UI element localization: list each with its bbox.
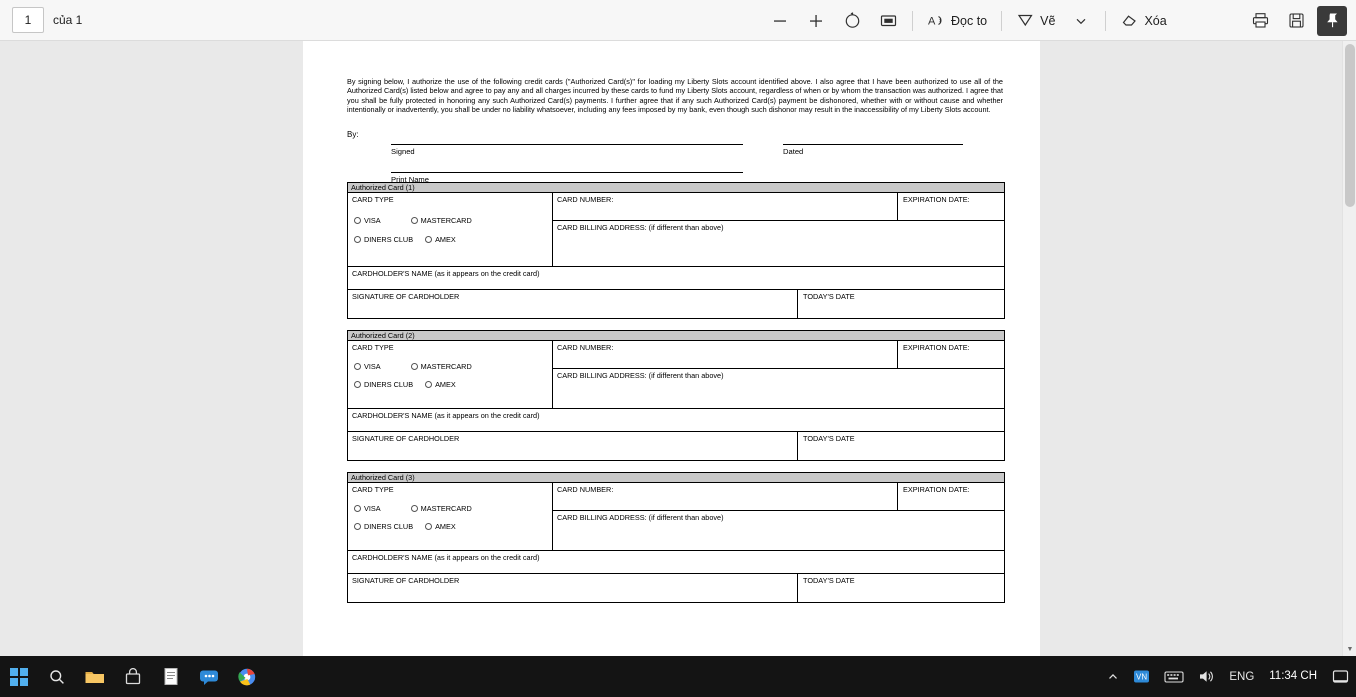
taskbar-search-button[interactable] <box>38 656 76 697</box>
card-3-signature-row <box>348 573 1004 602</box>
card-2-radio-row-1 <box>354 362 472 371</box>
ime-icon <box>1133 668 1150 685</box>
card-2-radio-visa[interactable] <box>354 363 361 370</box>
card-1-top-row <box>348 193 1004 266</box>
pin-toolbar-button[interactable] <box>1317 6 1347 36</box>
card-3-radio-mastercard[interactable] <box>411 505 418 512</box>
fit-page-button[interactable] <box>873 6 903 36</box>
authorization-paragraph: By signing below, I authorize the use of the following credit cards ("Authorized Card(s)" for loading my Liberty Slots account identified above. I also agree that I have been authorized to use all of the Authorized Card(s) listed below and agree to pay any and all charges incurred by these cards to fund my Liberty Slots account, regardless of when or by whom the transaction was authorized. I agree that you shall be fully protected in honoring any such Authorized Card(s) payments. I further agree that if any such Authorized Card(s) payment be dishonored, whether with or without cause and whether intentionally or inadvertently, you shall be under no liability whatsoever, including any fees imposed by my bank, even though such dishonor may result in the inaccessibility of my Liberty Slots account. <box>347 77 1003 114</box>
file-explorer-icon <box>84 668 106 686</box>
start-button[interactable] <box>0 656 38 697</box>
card-3-right-cells <box>553 483 1004 550</box>
print-name-row <box>347 158 1005 185</box>
print-name-line[interactable] <box>391 172 743 173</box>
svg-text:A: A <box>928 15 936 28</box>
card-1-right-cells <box>553 193 1004 266</box>
store-icon <box>124 668 142 686</box>
scroll-down-arrow[interactable]: ▼ <box>1346 645 1354 653</box>
draw-options-button[interactable] <box>1066 6 1096 36</box>
keyboard-icon <box>1164 670 1184 684</box>
taskbar-browser-button[interactable] <box>228 656 266 697</box>
card-3-label-visa: VISA <box>364 504 381 514</box>
pdf-viewer-canvas[interactable] <box>0 41 1356 656</box>
card-2-radio-mastercard[interactable] <box>411 363 418 370</box>
draw-button[interactable] <box>1011 6 1060 36</box>
pdf-page <box>303 41 1040 656</box>
card-2-expiration-field[interactable]: EXPIRATION DATE: <box>903 343 970 353</box>
draw-label: Vẽ <box>1040 13 1056 28</box>
card-1-number-field[interactable]: CARD NUMBER: <box>553 193 898 220</box>
card-1-date-field[interactable]: TODAY'S DATE <box>803 292 855 302</box>
card-3-date-field[interactable]: TODAY'S DATE <box>803 576 855 586</box>
toolbar-divider-3 <box>1105 11 1106 31</box>
card-3-billing-field[interactable]: CARD BILLING ADDRESS: (if different than above) <box>557 513 724 523</box>
card-3-label-amex: AMEX <box>435 521 456 531</box>
tray-volume-button[interactable] <box>1191 656 1222 697</box>
card-1-radio-row-1 <box>354 216 472 225</box>
card-3-radio-amex[interactable] <box>425 523 432 530</box>
card-block-2 <box>347 341 1005 461</box>
card-3-brand-radios <box>354 504 472 540</box>
card-2-label-visa: VISA <box>364 362 381 372</box>
tray-language-indicator[interactable]: ENG <box>1229 670 1255 683</box>
pin-icon <box>1323 11 1342 30</box>
card-2-number-field[interactable]: CARD NUMBER: <box>553 341 898 368</box>
card-3-radio-diners[interactable] <box>354 523 361 530</box>
page-count-label: của 1 <box>53 13 83 27</box>
toolbar-center-group <box>762 0 1175 41</box>
search-icon <box>48 668 66 686</box>
card-1-radio-row-2 <box>354 235 472 244</box>
plus-icon <box>808 13 824 29</box>
chat-icon <box>198 668 220 686</box>
signed-caption: Signed <box>391 147 415 157</box>
tray-keyboard-button[interactable] <box>1157 656 1191 697</box>
card-3-card-type-label: CARD TYPE <box>352 485 394 495</box>
zoom-out-button[interactable] <box>765 6 795 36</box>
taskbar-store-button[interactable] <box>114 656 152 697</box>
browser-icon <box>237 667 257 687</box>
card-1-signature-row <box>348 289 1004 318</box>
card-3-radio-row-1 <box>354 504 472 513</box>
read-aloud-icon <box>927 11 946 30</box>
read-aloud-label: Đọc to <box>951 13 988 28</box>
card-3-expiration-field[interactable]: EXPIRATION DATE: <box>903 485 970 495</box>
scrollbar-thumb[interactable] <box>1345 44 1355 207</box>
dated-line[interactable] <box>783 144 963 145</box>
printer-icon <box>1251 11 1270 30</box>
card-1-card-type-label: CARD TYPE <box>352 195 394 205</box>
card-2-signature-field[interactable]: SIGNATURE OF CARDHOLDER <box>348 432 798 460</box>
card-1-number-row <box>553 193 1004 221</box>
card-1-radio-diners[interactable] <box>354 236 361 243</box>
tray-ime-button[interactable] <box>1126 656 1157 697</box>
document-icon <box>163 667 179 686</box>
card-1-radio-visa[interactable] <box>354 217 361 224</box>
system-tray <box>1100 656 1356 697</box>
chevron-down-icon <box>1074 14 1088 28</box>
card-1-card-type-cell <box>348 193 553 266</box>
vertical-scrollbar[interactable] <box>1342 41 1356 656</box>
card-3-label-diners: DINERS CLUB <box>364 521 414 531</box>
print-button[interactable] <box>1245 6 1275 36</box>
card-2-top-row <box>348 341 1004 408</box>
card-1-radio-mastercard[interactable] <box>411 217 418 224</box>
card-1-label-diners: DINERS CLUB <box>364 234 414 244</box>
card-2-date-field[interactable]: TODAY'S DATE <box>803 434 855 444</box>
toolbar-divider-2 <box>1001 11 1002 31</box>
card-1-brand-radios <box>354 216 472 253</box>
fit-page-icon <box>879 11 898 30</box>
card-block-1 <box>347 193 1005 319</box>
card-2-label-mastercard: MASTERCARD <box>420 362 472 372</box>
eraser-icon <box>1120 11 1139 30</box>
card-1-label-mastercard: MASTERCARD <box>420 216 472 226</box>
svg-text:VN: VN <box>1136 672 1148 682</box>
card-2-billing-field[interactable]: CARD BILLING ADDRESS: (if different than above) <box>557 371 724 381</box>
taskbar-chat-button[interactable] <box>190 656 228 697</box>
card-1-cardholder-field[interactable]: CARDHOLDER'S NAME (as it appears on the credit card) <box>348 266 1004 289</box>
save-icon <box>1287 11 1306 30</box>
card-2-number-row <box>553 341 1004 369</box>
card-3-radio-visa[interactable] <box>354 505 361 512</box>
section-header-card-3: Authorized Card (3) <box>347 472 1005 483</box>
card-2-cardholder-field[interactable]: CARDHOLDER'S NAME (as it appears on the credit card) <box>348 408 1004 431</box>
windows-start-icon <box>10 668 28 686</box>
taskbar-notepad-button[interactable] <box>152 656 190 697</box>
tray-overflow-button[interactable] <box>1100 656 1126 697</box>
signature-row <box>347 126 1005 157</box>
tray-clock[interactable]: 11:34 CH <box>1269 670 1317 683</box>
card-2-card-type-cell <box>348 341 553 408</box>
pen-icon <box>1016 11 1035 30</box>
zoom-in-button[interactable] <box>801 6 831 36</box>
card-3-card-type-cell <box>348 483 553 550</box>
signed-line[interactable] <box>391 144 743 145</box>
erase-button[interactable] <box>1115 6 1171 36</box>
windows-taskbar <box>0 656 1356 697</box>
card-3-number-row <box>553 483 1004 511</box>
card-2-radio-amex[interactable] <box>425 381 432 388</box>
card-3-number-field[interactable]: CARD NUMBER: <box>553 483 898 510</box>
card-2-brand-radios <box>354 362 472 398</box>
toolbar-divider <box>912 11 913 31</box>
card-block-3 <box>347 483 1005 603</box>
card-1-label-amex: AMEX <box>435 234 456 244</box>
card-1-signature-field[interactable]: SIGNATURE OF CARDHOLDER <box>348 290 798 318</box>
credit-card-authorization-form <box>347 77 1005 603</box>
volume-icon <box>1198 669 1215 684</box>
card-2-right-cells <box>553 341 1004 408</box>
card-3-top-row <box>348 483 1004 550</box>
card-2-label-amex: AMEX <box>435 379 456 389</box>
tray-notification-button[interactable] <box>1325 656 1356 697</box>
by-label: By: <box>347 130 359 140</box>
section-header-card-1: Authorized Card (1) <box>347 182 1005 193</box>
print-name-caption: Print Name <box>391 175 429 185</box>
chevron-up-icon <box>1107 671 1119 683</box>
erase-label: Xóa <box>1144 13 1167 28</box>
dated-caption: Dated <box>783 147 804 157</box>
minus-icon <box>772 13 788 29</box>
card-1-label-visa: VISA <box>364 216 381 226</box>
card-3-signature-field[interactable]: SIGNATURE OF CARDHOLDER <box>348 574 798 602</box>
pdf-toolbar <box>0 0 1356 41</box>
card-2-label-diners: DINERS CLUB <box>364 379 414 389</box>
taskbar-file-explorer-button[interactable] <box>76 656 114 697</box>
page-number-input[interactable]: 1 <box>12 7 44 33</box>
card-2-card-type-label: CARD TYPE <box>352 343 394 353</box>
read-aloud-button[interactable] <box>922 6 992 36</box>
rotate-button[interactable] <box>837 6 867 36</box>
card-1-expiration-field[interactable]: EXPIRATION DATE: <box>903 195 970 205</box>
card-1-billing-field[interactable]: CARD BILLING ADDRESS: (if different than above) <box>557 223 724 233</box>
save-button[interactable] <box>1281 6 1311 36</box>
card-3-radio-row-2 <box>354 522 472 531</box>
section-header-card-2: Authorized Card (2) <box>347 330 1005 341</box>
card-3-label-mastercard: MASTERCARD <box>420 504 472 514</box>
card-3-cardholder-field[interactable]: CARDHOLDER'S NAME (as it appears on the credit card) <box>348 550 1004 573</box>
card-2-signature-row <box>348 431 1004 460</box>
toolbar-right-group <box>1242 0 1350 41</box>
card-2-radio-diners[interactable] <box>354 381 361 388</box>
card-2-radio-row-2 <box>354 380 472 389</box>
card-1-radio-amex[interactable] <box>425 236 432 243</box>
rotate-icon <box>843 11 862 30</box>
notification-icon <box>1332 669 1349 684</box>
